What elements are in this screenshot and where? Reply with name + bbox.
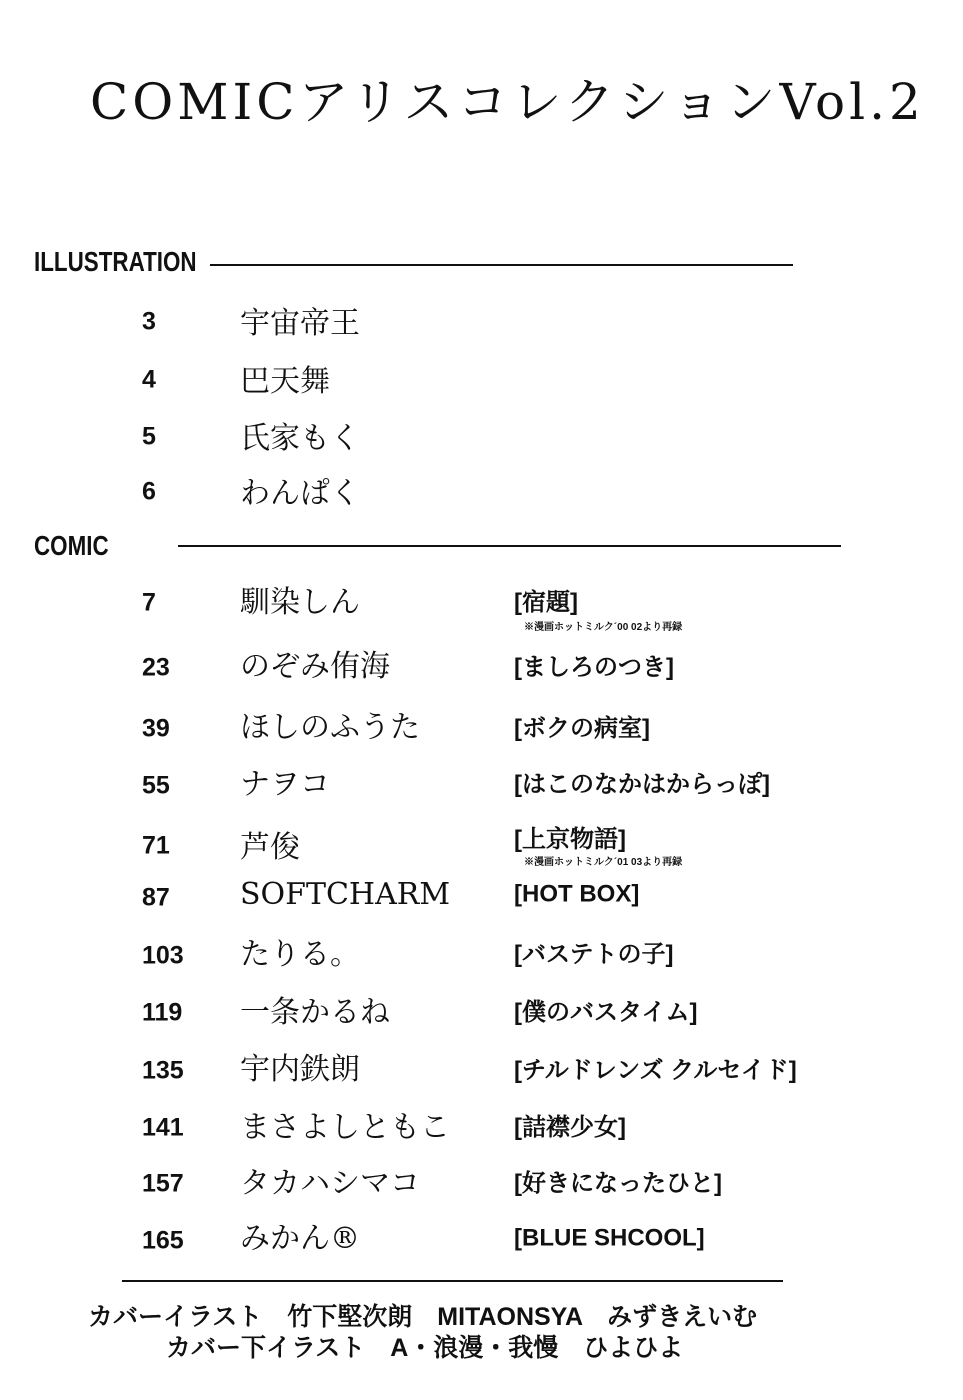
artist-name: たりる。 xyxy=(240,936,360,972)
comic-heading: COMIC xyxy=(34,530,109,561)
artist-name: SOFTCHARM xyxy=(240,876,451,912)
story-title: [チルドレンズ クルセイド] xyxy=(514,1056,797,1084)
illustration-heading: ILLUSTRATION xyxy=(34,246,197,277)
page-number: 5 xyxy=(142,422,156,451)
artist-name: まさよしともこ xyxy=(240,1109,450,1145)
artist-name: 巴天舞 xyxy=(240,363,330,399)
story-title: [BLUE SHCOOL] xyxy=(514,1224,705,1252)
page-number: 3 xyxy=(142,307,156,336)
page-number: 4 xyxy=(142,365,156,394)
story-title: [詰襟少女] xyxy=(514,1113,626,1141)
page-title: COMICアリスコレクションVol.2 xyxy=(90,73,925,131)
page-number: 157 xyxy=(142,1169,184,1198)
story-title: [僕のバスタイム] xyxy=(514,998,698,1026)
story-title: [バステトの子] xyxy=(514,940,674,968)
artist-name: ナヲコ xyxy=(240,766,330,802)
story-title: [好きになったひと] xyxy=(514,1169,722,1197)
page-number: 7 xyxy=(142,588,156,617)
artist-name: 芦俊 xyxy=(240,829,300,865)
page-number: 141 xyxy=(142,1113,184,1142)
reprint-note: ※漫画ホットミルク´00 02より再録 xyxy=(524,622,683,633)
artist-name: 氏家もく xyxy=(240,420,360,456)
artist-name: タカハシマコ xyxy=(240,1165,420,1201)
story-title: [はこのなかはからっぽ] xyxy=(514,770,770,798)
artist-name: のぞみ侑海 xyxy=(240,648,390,684)
credits-divider xyxy=(122,1280,783,1282)
inner-cover-illustration-credit: カバー下イラスト A・浪漫・我慢 ひよひよ xyxy=(166,1334,684,1362)
page-number: 103 xyxy=(142,941,184,970)
story-title: [宿題] xyxy=(514,588,578,616)
story-title: [ボクの病室] xyxy=(514,714,650,742)
artist-name: 一条かるね xyxy=(240,994,390,1030)
page-number: 87 xyxy=(142,883,170,912)
page-number: 119 xyxy=(142,998,183,1027)
artist-name: 馴染しん xyxy=(240,584,360,620)
page-number: 55 xyxy=(142,771,170,800)
page-number: 39 xyxy=(142,714,170,743)
artist-name: みかん® xyxy=(240,1220,360,1256)
page-number: 71 xyxy=(142,831,170,860)
cover-illustration-credit: カバーイラスト 竹下堅次朗 MITAONSYA みずきえいむ xyxy=(88,1303,758,1331)
artist-name: 宇宙帝王 xyxy=(240,305,360,341)
story-title: [上京物語] xyxy=(514,825,626,853)
reprint-note: ※漫画ホットミルク´01 03より再録 xyxy=(524,857,683,868)
story-title: [ましろのつき] xyxy=(514,653,674,681)
page-number: 23 xyxy=(142,653,170,682)
page-number: 165 xyxy=(142,1226,184,1255)
artist-name: ほしのふうた xyxy=(240,709,420,745)
section-divider xyxy=(210,264,793,266)
story-title: [HOT BOX] xyxy=(514,880,640,908)
artist-name: わんぱく xyxy=(240,475,360,511)
page-number: 135 xyxy=(142,1056,184,1085)
page-number: 6 xyxy=(142,477,156,506)
section-divider xyxy=(178,545,841,547)
artist-name: 宇内鉄朗 xyxy=(240,1051,360,1087)
